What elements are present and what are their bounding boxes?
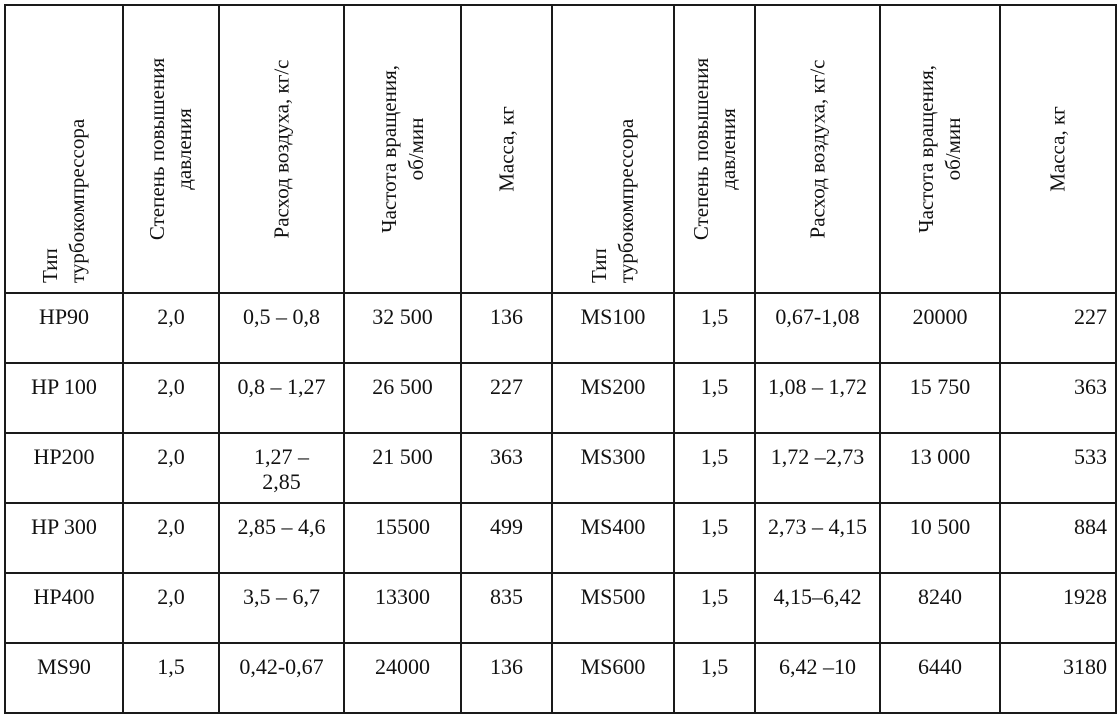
cell-type-2: MS200 (552, 363, 674, 433)
cell-air-flow: 0,8 – 1,27 (219, 363, 344, 433)
cell-pressure-ratio: 2,0 (123, 503, 219, 573)
header-cell-type-2 (552, 5, 674, 293)
cell-type-2: MS100 (552, 293, 674, 363)
cell-mass-2: 3180 (1000, 643, 1116, 713)
cell-type: HP400 (5, 573, 123, 643)
table-row (5, 293, 1116, 363)
cell-rotation-speed-2: 6440 (880, 643, 1000, 713)
cell-type-2: MS600 (552, 643, 674, 713)
turbocompressor-table (4, 4, 1117, 714)
header-label-air-flow: Расход воздуха, кг/с (269, 59, 293, 239)
cell-air-flow-2: 0,67-1,08 (755, 293, 880, 363)
cell-mass-2: 884 (1000, 503, 1116, 573)
cell-type: HP 100 (5, 363, 123, 433)
cell-pressure-ratio-2: 1,5 (674, 643, 755, 713)
cell-rotation-speed: 15500 (344, 503, 461, 573)
cell-air-flow: 0,42-0,67 (219, 643, 344, 713)
cell-air-flow-2: 1,72 –2,73 (755, 433, 880, 503)
header-cell-rotation-speed (344, 5, 461, 293)
header-label-mass-2: Масса, кг (1045, 106, 1070, 192)
header-cell-type (5, 5, 123, 293)
cell-mass-2: 227 (1000, 293, 1116, 363)
cell-rotation-speed: 21 500 (344, 433, 461, 503)
table-row (5, 643, 1116, 713)
cell-pressure-ratio-2: 1,5 (674, 503, 755, 573)
cell-air-flow: 3,5 – 6,7 (219, 573, 344, 643)
header-label-pressure-ratio-2: Степень повышения давления (688, 57, 740, 241)
header-label-pressure-ratio: Степень повышения давления (145, 57, 196, 241)
header-cell-mass (461, 5, 552, 293)
cell-pressure-ratio: 2,0 (123, 573, 219, 643)
cell-rotation-speed: 26 500 (344, 363, 461, 433)
cell-air-flow: 2,85 – 4,6 (219, 503, 344, 573)
cell-air-flow-2: 1,08 – 1,72 (755, 363, 880, 433)
cell-air-flow: 0,5 – 0,8 (219, 293, 344, 363)
cell-rotation-speed-2: 13 000 (880, 433, 1000, 503)
cell-pressure-ratio: 2,0 (123, 363, 219, 433)
cell-air-flow: 1,27 – 2,85 (219, 433, 344, 503)
cell-type: MS90 (5, 643, 123, 713)
cell-pressure-ratio-2: 1,5 (674, 433, 755, 503)
cell-rotation-speed-2: 10 500 (880, 503, 1000, 573)
cell-rotation-speed: 13300 (344, 573, 461, 643)
cell-type-2: MS300 (552, 433, 674, 503)
cell-mass: 136 (461, 293, 552, 363)
cell-rotation-speed-2: 15 750 (880, 363, 1000, 433)
cell-pressure-ratio-2: 1,5 (674, 363, 755, 433)
cell-pressure-ratio-2: 1,5 (674, 293, 755, 363)
cell-mass-2: 1928 (1000, 573, 1116, 643)
cell-mass: 363 (461, 433, 552, 503)
header-cell-mass-2 (1000, 5, 1116, 293)
cell-type: HP90 (5, 293, 123, 363)
header-row (5, 5, 1116, 293)
cell-pressure-ratio: 2,0 (123, 433, 219, 503)
cell-rotation-speed: 24000 (344, 643, 461, 713)
table-row (5, 363, 1116, 433)
cell-rotation-speed-2: 8240 (880, 573, 1000, 643)
header-label-type-2: Тип турбокомпрессора (587, 118, 638, 283)
table-row (5, 573, 1116, 643)
cell-air-flow-2: 2,73 – 4,15 (755, 503, 880, 573)
cell-mass-2: 363 (1000, 363, 1116, 433)
cell-air-flow-2: 4,15–6,42 (755, 573, 880, 643)
cell-pressure-ratio: 2,0 (123, 293, 219, 363)
table-row (5, 433, 1116, 503)
header-cell-pressure-ratio-2 (674, 5, 755, 293)
cell-mass-2: 533 (1000, 433, 1116, 503)
cell-type: HP 300 (5, 503, 123, 573)
header-label-mass: Масса, кг (494, 106, 518, 192)
header-cell-air-flow-2 (755, 5, 880, 293)
table-row (5, 503, 1116, 573)
cell-type-2: MS500 (552, 573, 674, 643)
cell-rotation-speed-2: 20000 (880, 293, 1000, 363)
cell-rotation-speed: 32 500 (344, 293, 461, 363)
cell-type: HP200 (5, 433, 123, 503)
header-cell-air-flow (219, 5, 344, 293)
cell-mass: 835 (461, 573, 552, 643)
header-label-rotation-speed-2: Частота вращения, об/мин (914, 64, 965, 234)
header-label-air-flow-2: Расход воздуха, кг/с (805, 59, 829, 239)
header-cell-pressure-ratio (123, 5, 219, 293)
header-cell-rotation-speed-2 (880, 5, 1000, 293)
cell-type-2: MS400 (552, 503, 674, 573)
header-label-rotation-speed: Частота вращения, об/мин (376, 64, 428, 234)
cell-pressure-ratio-2: 1,5 (674, 573, 755, 643)
cell-mass: 136 (461, 643, 552, 713)
cell-mass: 499 (461, 503, 552, 573)
cell-air-flow-2: 6,42 –10 (755, 643, 880, 713)
cell-mass: 227 (461, 363, 552, 433)
header-label-type: Тип турбокомпрессора (38, 118, 89, 283)
cell-pressure-ratio: 1,5 (123, 643, 219, 713)
